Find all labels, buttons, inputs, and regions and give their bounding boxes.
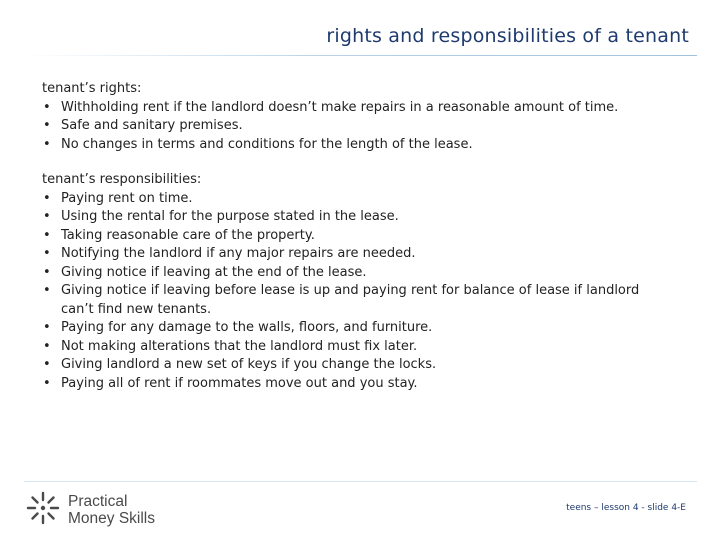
- list-item: [42, 245, 642, 264]
- list-item-text: Using the rental for the purpose stated in the lease.: [61, 209, 399, 224]
- bullet-icon: •: [43, 357, 51, 372]
- list-item-text: Withholding rent if the landlord doesn’t make repairs in a reasonable amount of time.: [61, 99, 619, 115]
- bullet-icon: •: [43, 118, 51, 133]
- list-item-text: Taking reasonable care of the property.: [61, 227, 315, 243]
- list-item: [42, 208, 642, 227]
- list-item: [42, 356, 642, 375]
- slide-body: [42, 80, 642, 393]
- rights-heading: tenant’s rights:: [42, 81, 142, 96]
- list-item-text: Giving landlord a new set of keys if you change the locks.: [61, 357, 437, 372]
- bullet-icon: •: [43, 246, 51, 261]
- slide-reference: teens – lesson 4 - slide 4-E: [566, 503, 686, 513]
- bullet-icon: •: [43, 99, 51, 115]
- bullet-icon: •: [43, 375, 51, 391]
- list-item: [42, 282, 642, 319]
- logo-line-2: Money Skills: [68, 510, 155, 527]
- list-item: [42, 375, 642, 394]
- list-item-text: Notifying the landlord if any major repairs are needed.: [61, 246, 416, 261]
- practical-money-skills-logo: [25, 490, 155, 530]
- slide-title: rights and responsibilities of a tenant: [326, 25, 689, 47]
- list-item-text: Safe and sanitary premises.: [61, 118, 243, 133]
- bullet-icon: •: [43, 190, 51, 206]
- list-item: [42, 319, 642, 338]
- list-item-text: Paying rent on time.: [61, 190, 193, 206]
- bullet-icon: •: [43, 136, 51, 152]
- list-item-text: Giving notice if leaving at the end of the lease.: [61, 264, 367, 280]
- list-item: [42, 338, 642, 357]
- footer-divider: [24, 481, 697, 482]
- logo-wordmark: [68, 493, 155, 527]
- bullet-icon: •: [43, 283, 51, 298]
- list-item: [42, 264, 642, 283]
- list-item-text: No changes in terms and conditions for the length of the lease.: [61, 136, 473, 152]
- bullet-icon: •: [43, 338, 51, 354]
- list-item-text: Not making alterations that the landlord must fix later.: [61, 338, 418, 354]
- list-item: [42, 99, 642, 118]
- title-divider: [24, 55, 697, 56]
- list-item: [42, 190, 642, 209]
- list-item-text: Giving notice if leaving before lease is up and paying rent for balance of lease if landlord can’t find new tenants.: [61, 283, 640, 317]
- rights-list: [42, 99, 642, 155]
- list-item: [42, 117, 642, 136]
- logo-line-1: Practical: [68, 493, 128, 510]
- bullet-icon: •: [43, 209, 51, 224]
- bullet-icon: •: [43, 264, 51, 280]
- list-item: [42, 227, 642, 246]
- section-spacer: [42, 154, 642, 171]
- list-item: [42, 136, 642, 155]
- list-item-text: Paying all of rent if roommates move out and you stay.: [61, 375, 418, 391]
- bullet-icon: •: [43, 320, 51, 335]
- starburst-icon: [25, 490, 61, 530]
- responsibilities-heading: tenant’s responsibilities:: [42, 172, 202, 187]
- list-item-text: Paying for any damage to the walls, floors, and furniture.: [61, 320, 433, 335]
- responsibilities-list: [42, 190, 642, 394]
- bullet-icon: •: [43, 227, 51, 243]
